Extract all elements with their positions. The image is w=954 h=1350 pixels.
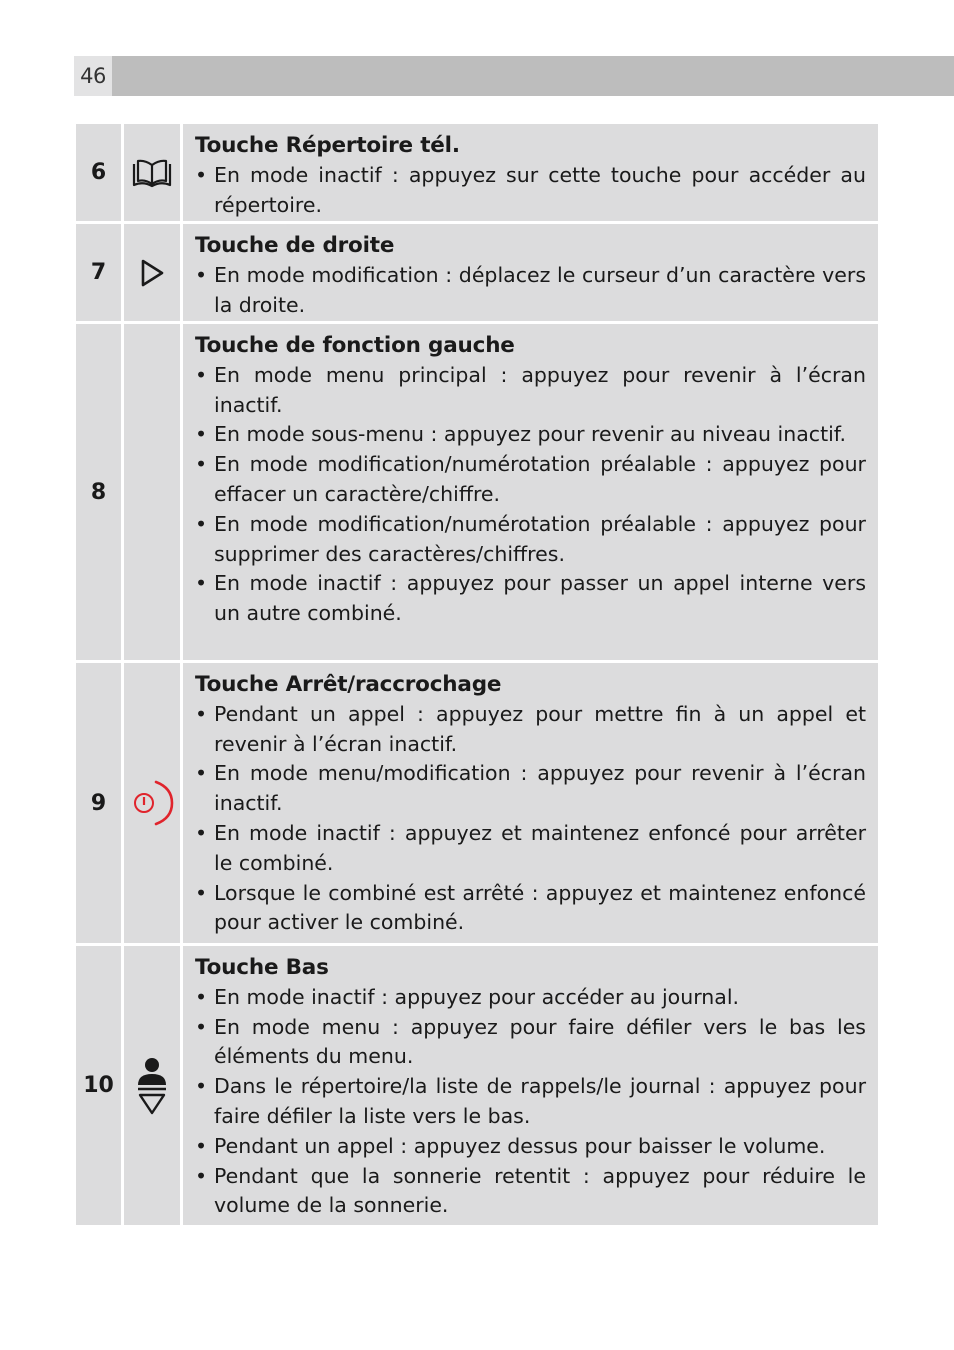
right-arrow-icon	[137, 258, 167, 288]
list-item: • En mode inactif : appuyez sur cette touche pour accéder au répertoire.	[195, 161, 866, 221]
page-number: 46	[74, 56, 112, 96]
key-icon-cell	[124, 663, 180, 943]
power-end-call-icon	[130, 778, 174, 828]
list-item: • En mode modification/numérotation préalable : appuyez pour supprimer des caractères/chiffres.	[195, 510, 866, 570]
key-icon-cell	[124, 946, 180, 1225]
list-item: • En mode sous-menu : appuyez pour revenir au niveau inactif.	[195, 420, 866, 450]
key-description	[183, 124, 878, 221]
list-item: • En mode inactif : appuyez pour passer un appel interne vers un autre combiné.	[195, 569, 866, 629]
table-row	[76, 324, 878, 660]
list-item: • En mode modification/numérotation préalable : appuyez pour effacer un caractère/chiffre.	[195, 450, 866, 510]
key-title: Touche de fonction gauche	[195, 333, 515, 358]
key-description	[183, 663, 878, 943]
key-title: Touche Bas	[195, 955, 329, 980]
key-title: Touche de droite	[195, 233, 395, 258]
table-row	[76, 946, 878, 1225]
list-item: • Pendant un appel : appuyez dessus pour baisser le volume.	[195, 1132, 866, 1162]
key-description	[183, 224, 878, 321]
key-description	[183, 946, 878, 1225]
list-item: • En mode inactif : appuyez pour accéder au journal.	[195, 983, 866, 1013]
list-item: • Lorsque le combiné est arrêté : appuyez et maintenez enfoncé pour activer le combiné.	[195, 879, 866, 939]
list-item: • En mode menu : appuyez pour faire défiler vers le bas les éléments du menu.	[195, 1013, 866, 1073]
key-title: Touche Répertoire tél.	[195, 133, 460, 158]
list-item: • En mode menu/modification : appuyez pour revenir à l’écran inactif.	[195, 759, 866, 819]
book-icon	[131, 158, 173, 188]
key-number: 9	[76, 663, 121, 943]
table-row	[76, 663, 878, 943]
list-item: • Dans le répertoire/la liste de rappels/le journal : appuyez pour faire défiler la liste vers le bas.	[195, 1072, 866, 1132]
list-item: • Pendant que la sonnerie retentit : appuyez pour réduire le volume de la sonnerie.	[195, 1162, 866, 1222]
page-header-bar	[74, 56, 954, 96]
key-number: 8	[76, 324, 121, 660]
key-icon-cell	[124, 124, 180, 221]
key-description-table	[76, 124, 878, 1225]
table-row	[76, 224, 878, 321]
key-number: 6	[76, 124, 121, 221]
list-item: • Pendant un appel : appuyez pour mettre fin à un appel et revenir à l’écran inactif.	[195, 700, 866, 760]
key-title: Touche Arrêt/raccrochage	[195, 672, 502, 697]
list-item: • En mode inactif : appuyez et maintenez enfoncé pour arrêter le combiné.	[195, 819, 866, 879]
list-item: • En mode modification : déplacez le curseur d’un caractère vers la droite.	[195, 261, 866, 321]
key-number: 10	[76, 946, 121, 1225]
contact-down-arrow-icon	[135, 1056, 169, 1116]
table-row	[76, 124, 878, 221]
key-icon-cell	[124, 224, 180, 321]
key-number: 7	[76, 224, 121, 321]
key-icon-cell	[124, 324, 180, 660]
key-description	[183, 324, 878, 660]
list-item: • En mode menu principal : appuyez pour revenir à l’écran inactif.	[195, 361, 866, 421]
